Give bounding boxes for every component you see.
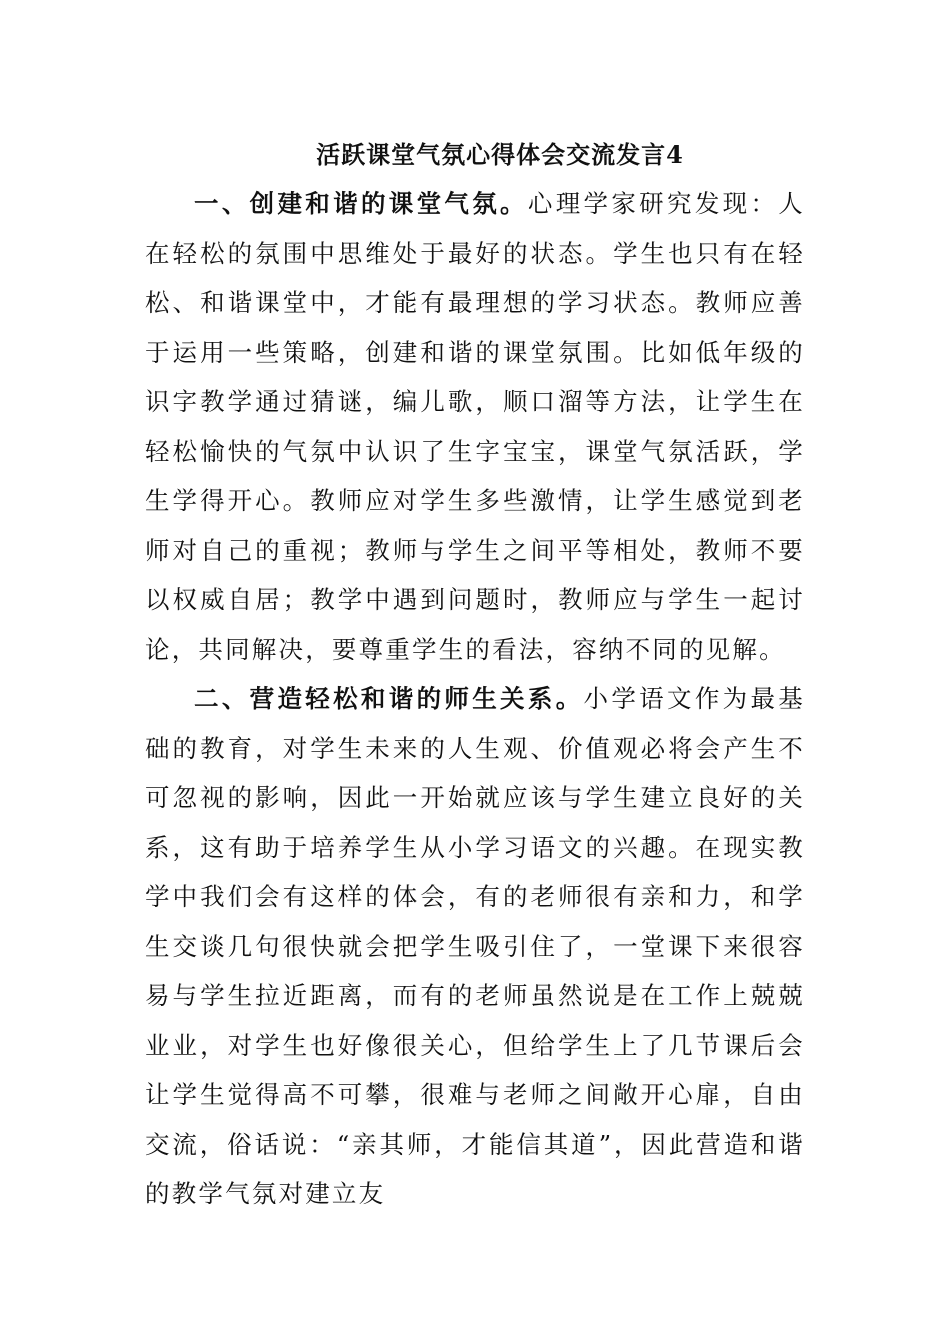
section-paragraph-2 [145, 674, 805, 1219]
section-heading-2: 二、营造轻松和谐的师生关系。 [194, 684, 584, 713]
document-body [145, 179, 805, 1219]
section-text-2: 小学语文作为最基础的教育，对学生未来的人生观、价值观必将会产生不可忽视的影响，因此一开始就应该与学生建立良好的关系，这有助于培养学生从小学习语文的兴趣。在现实教学中我们会有这样的体会，有的老师很有亲和力，和学生交谈几句很快就会把学生吸引住了，一堂课下来很容易与学生拉近距离，而有的老师虽然说是在工作上兢兢业业，对学生也好像很关心，但给学生上了几节课后会让学生觉得高不可攀，很难与老师之间敞开心扉，自由交流，俗话说：“亲其师，才能信其道”，因此营造和谐的教学气氛对建立友 [145, 684, 805, 1208]
section-text-1: 心理学家研究发现：人在轻松的氛围中思维处于最好的状态。学生也只有在轻松、和谐课堂中，才能有最理想的学习状态。教师应善于运用一些策略，创建和谐的课堂氛围。比如低年级的识字教学通过猜谜，编儿歌，顺口溜等方法，让学生在轻松愉快的气氛中认识了生字宝宝，课堂气氛活跃，学生学得开心。教师应对学生多些激情，让学生感觉到老师对自己的重视；教师与学生之间平等相处，教师不要以权威自居；教学中遇到问题时，教师应与学生一起讨论，共同解决，要尊重学生的看法，容纳不同的见解。 [145, 189, 806, 664]
document-title: 活跃课堂气氛心得体会交流发言4 [316, 140, 684, 169]
section-paragraph-1 [145, 179, 805, 674]
section-heading-1: 一、创建和谐的课堂气氛。 [194, 189, 528, 218]
